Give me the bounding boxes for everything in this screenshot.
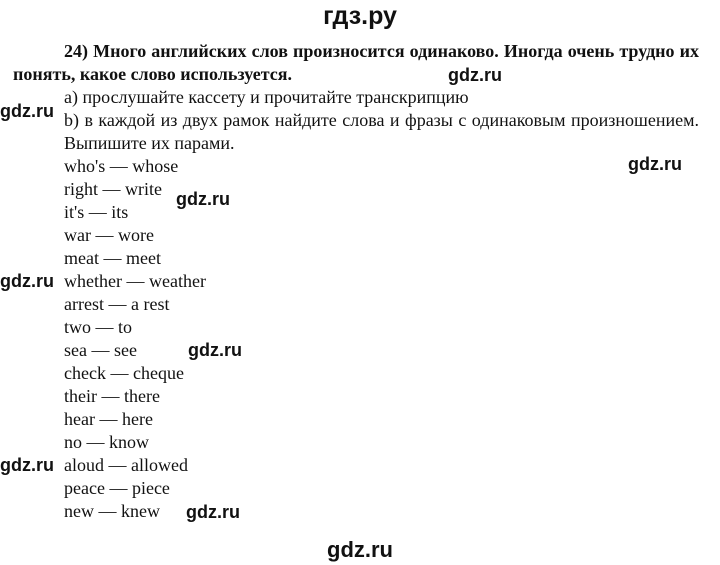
word-pair: new — knew (64, 501, 160, 521)
watermark: gdz.ru (176, 189, 230, 209)
site-header-title: гдз.ру (323, 2, 397, 30)
watermark: gdz.ru (0, 101, 54, 121)
exercise-title: Много английских слов произносится одинаково. Иногда очень трудно их понять, какое слово используется. (13, 41, 700, 84)
watermark: gdz.ru (0, 271, 54, 291)
exercise-block (13, 40, 699, 155)
word-pairs-list (64, 155, 206, 523)
word-pair: two — to (64, 317, 133, 337)
word-pair: it's — its (64, 202, 129, 222)
word-pair: their — there (64, 386, 160, 406)
word-pair: peace — piece (64, 478, 170, 498)
word-pair: aloud — allowed (64, 455, 188, 475)
word-pair: no — know (64, 432, 149, 452)
word-pair: right — write (64, 179, 162, 199)
instruction-a: a) прослушайте кассету и прочитайте транскрипцию (64, 87, 469, 107)
watermark: gdz.ru (448, 65, 502, 85)
word-pair: hear — here (64, 409, 153, 429)
word-pair: meat — meet (64, 248, 161, 268)
word-pair: whether — weather (64, 271, 206, 291)
word-pair: arrest — a rest (64, 294, 170, 314)
watermark: gdz.ru (628, 154, 682, 174)
watermark: gdz.ru (186, 502, 240, 522)
footer-watermark: gdz.ru (327, 537, 393, 562)
word-pair: who's — whose (64, 156, 179, 176)
word-pair: check — cheque (64, 363, 184, 383)
word-pair: war — wore (64, 225, 154, 245)
exercise-heading (13, 40, 699, 86)
instruction-b: b) в каждой из двух рамок найдите слова и фразы с одинаковым произношением. Выпишите их парами. (64, 110, 699, 153)
exercise-number: 24) (64, 41, 88, 61)
watermark: gdz.ru (0, 455, 54, 475)
exercise-instructions (13, 86, 699, 155)
word-pair: sea — see (64, 340, 137, 360)
watermark: gdz.ru (188, 340, 242, 360)
